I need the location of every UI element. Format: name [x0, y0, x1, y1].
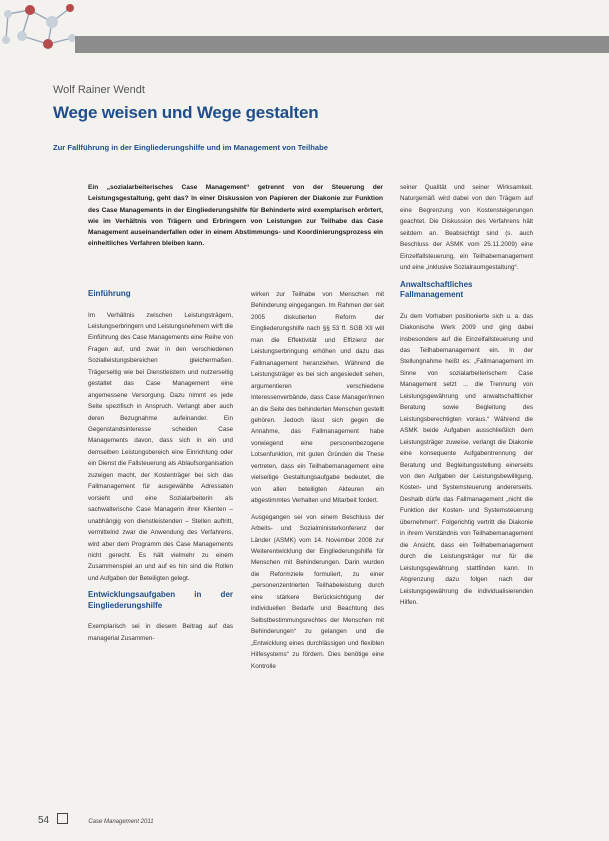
lead-paragraph: Ein „sozialarbeiterisches Case Management“ getrennt von der Steuerung der Leistungsgestaltung, geht das? In einer Diskussion von Papieren der Diakonie zur Funktion des Case Managements in der Eingliederungshilfe für Behinderte wird exemplarisch erörtert, wie im Verhältnis von Trägern und Erbringern von Leistungen zur Teilhabe das Case Management auseinanderfallen oder in einem Abstimmungs- und Koordinierungsprozess ein einheitliches Verfahren bleiben kann.: [88, 184, 383, 248]
column-2: [251, 289, 384, 677]
column-1: [88, 289, 233, 649]
paragraph: Zu dem Vorhaben positionierte sich u. a. das Diakonische Werk 2009 und ging dabei insbesondere auf die Einzelfallsteuerung und das Teilhabemanagement ein. In der Stellungnahme heißt es: „Fallmanagement im Sinne von sozialarbeiterischem Case Management setzt ... die Trennung von Leistungsgewährung und anwaltschaftlicher Beratung sowie Begleitung des Leistungsberechtigten voraus.“ Während die ASMK beide Aufgaben ausschließlich dem Leistungsträger zuweise, verlangt die Diakonie eine konsequente Aufgabentrennung der Beratung und Begleitungsstellung einerseits von den Aufgaben der Leistungsbewilligung, Kosten- und Systemsteuerung andererseits. Deshalb dürfe das Fallmanagement „nicht die Funktion der Kosten- und Systemsteuerung übernehmen“. Folgerichtig vertritt die Diakonie in ihrem Verständnis von Teilhabemanagement die Ansicht, dass ein Teilhabemanagement durch die Leistungsträger nur für die Leistungsgewährung stattfinden kann. In Abgrenzung dazu folgen nach der Leistungsgewährung die individualisierenden Hilfen.: [400, 312, 533, 606]
section-heading: Anwaltschaftliches Fallmanagement: [400, 279, 473, 300]
page-number: 54: [38, 815, 50, 826]
magazine-name: Case Management 2011: [88, 819, 154, 825]
paragraph: Im Verhältnis zwischen Leistungsträgern, Leistungserbringern und Leistungsnehmern wirft die Einführung des Case Managements eine Reihe von Fragen auf, und zwar in den verschiedenen Sozialleistungsbereichen gleichermaßen. Trägerseitig wie bei Dienstleistern und nutzerseitig gestaltet das Case Management eine angemessene Versorgung. Dazu nimmt es jede Seite spezifisch in Anspruch. Verlangt aber auch deren Bezugnahme aufeinander. Ein Gegenstandsinteresse scheiden Case Managements davon, dass sich in ein und demselben Leistungsbereich eine Einrichtung oder ein Dienst die Fallsteuerung als Ablaufsorganisation zuzeigen macht, der Kostenträger bei sich das Fallmanagement für ausgewählte Adressaten vorsieht und eine Sozialarbeiterin als sachwalterische Case Managerin ihrer Klienten – unabhängig von dienstleistenden – Stellen auftritt, vermittelnd zwar die Anwendung des Verfahrens, wird aber dem Programm des Case Managements nicht gerecht. Es hält vielmehr zu einem Zusammenspiel an und auf es hin sind die Rollen und Aufgaben der Beteiligten gelegt.: [88, 311, 233, 582]
author: Wolf Rainer Wendt: [53, 84, 145, 96]
section-heading: Einführung: [88, 289, 131, 298]
article-subtitle: Zur Fallführung in der Eingliederungshilfe und im Management von Teilhabe: [53, 143, 328, 152]
paragraph: seiner Qualität und seiner Wirksamkeit. Naturgemäß wird dabei von den Trägern auf eine Begrenzung von Kostensteigerungen geachtet. Die Diskussion des Verfahrens hält seitdem an. Beabsichtigt sind (s. auch Beschluss der ASMK vom 25.11.2009) eine Einzelfallsteuerung, ein Teilhabemanagement und eine „inklusive Sozialraumgestaltung“.: [400, 184, 533, 272]
column-3: [400, 182, 533, 613]
header-band: [75, 36, 609, 53]
article-title: Wege weisen und Wege gestalten: [53, 103, 319, 122]
journal-icon: [57, 813, 68, 824]
paragraph: wirken zur Teilhabe von Menschen mit Behinderung eingegangen. Im Rahmen der seit 2005 diskutierten Reform der Eingliederungshilfe nach §§ 53 ff. SGB XII will man die Effektivität und Effizienz der Leistungserbringung erhöhen und dazu das Fallmanagement heranziehen. Während die Leistungsträger es bei sich angesiedelt sehen, argumentieren verschiedene Interessenverbände, dass Case Manager/innen an die Seite des behinderten Menschen gestellt gehören. Jedoch lässt sich gegen die Annahme, das Fallmanagement habe vorwiegend eine personenbezogene Lotsenfunktion, mit guten Gründen die These vertreten, dass ein Teilhabemanagement eine vielseitige Gestaltungsaufgabe bedeutet, die von allen beteiligten Akteuren ein abgestimmtes Verhalten und Mitarbeit fordert.: [251, 291, 384, 505]
paragraph: Exemplarisch sei in diesem Beitrag auf das managerial Zusammen-: [88, 623, 233, 642]
paragraph: Ausgegangen sei von einem Beschluss der Arbeits- und Sozialministerkonferenz der Länder (ASMK) vom 14. November 2008 zur Weiterentwicklung der Eingliederungshilfe für Menschen mit Behinderungen. Darin wurden die Reformziele formuliert, zu einer „personenzentrierten Teilhabeleistung durch eine stärkere Berücksichtigung der individuellen Bedarfe und Beachtung des Selbstbestimmungsrechtes der Menschen mit Behinderungen“ zu gelangen und die „Entwicklung eines durchlässigen und flexiblen Hilfesystems“ zu fördern. Dies benötige eine Kontrolle: [251, 513, 384, 670]
section-heading: Entwicklungsaufgaben in der Eingliederungshilfe: [88, 590, 233, 610]
page-footer: [38, 813, 154, 826]
